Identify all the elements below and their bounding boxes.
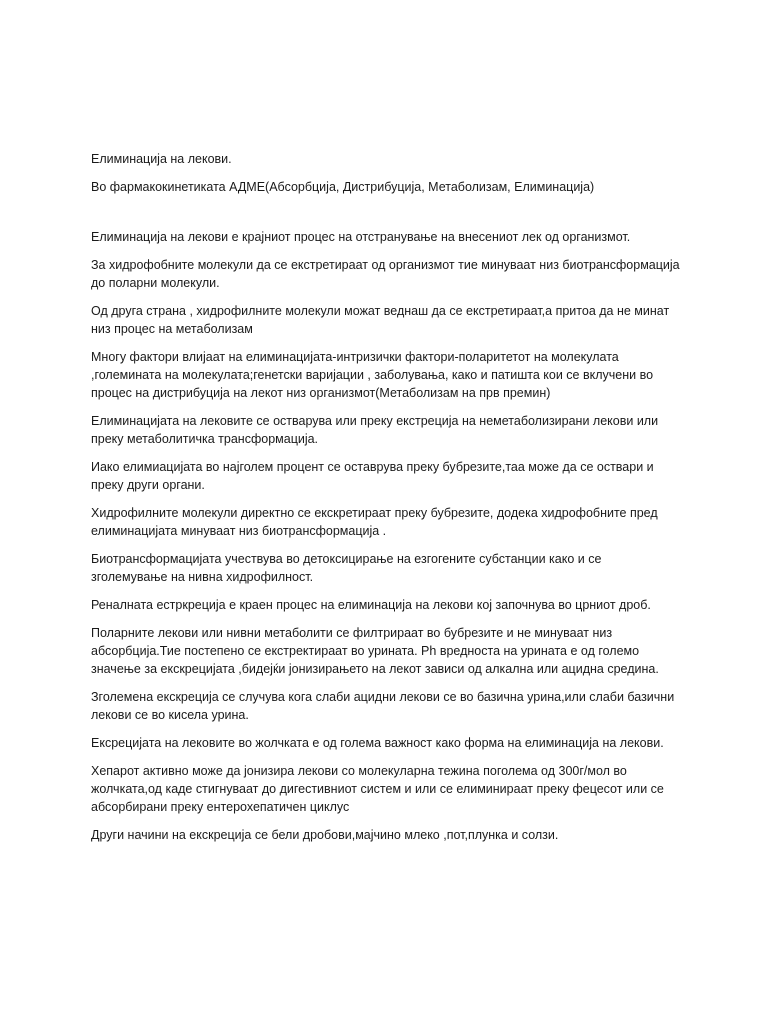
paragraph: Елиминација на лекови е крајниот процес на отстранување на внесениот лек од организмот.	[91, 230, 631, 244]
paragraph: Елиминацијата на лековите се остварува или преку екстреција на неметаболизирани лекови или преку метаболитичка трансформација.	[91, 414, 659, 446]
paragraph: Иако елимиацијата во најголем процент се оставрува преку бубрезите,таа може да се оствари и преку други органи.	[91, 460, 654, 492]
paragraph-adme: Во фармакокинетиката АДМЕ(Абсорбција, Дистрибуција, Метаболизам, Елиминација)	[91, 180, 595, 194]
paragraph: Други начини на екскреција се бели дробови,мајчино млеко ,пот,плунка и солзи.	[91, 828, 559, 842]
document-title: Елиминација на лекови.	[91, 152, 232, 166]
paragraph: Од друга страна , хидрофилните молекули можат веднаш да се екстретираат,а притоа да не минат низ процес на метаболизам	[91, 304, 670, 336]
paragraph: Многу фактори влијаат на елиминацијата-интризички фактори-поларитетот на молекулата ,големината на молекулата;генетски варијации , заболувања, како и патишта кои се вклучени во процес на дистрибуција на лекот низ организмот(Метаболизам на прв премин)	[91, 350, 654, 400]
paragraph: Реналната естркреција е краен процес на елиминација на лекови кој започнува во црниот дроб.	[91, 598, 651, 612]
document-body	[91, 150, 681, 854]
paragraph: Биотрансформацијата учествува во детоксицирање на езгогените субстанции како и се зголемување на нивна хидрофилност.	[91, 552, 602, 584]
paragraph: За хидрофобните молекули да се екстретираат од организмот тие минуваат низ биотрансформација до поларни молекули.	[91, 258, 680, 290]
paragraph: Хидрофилните молекули директно се екскретираат преку бубрезите, додека хидрофобните пред елиминацијата минуваат низ биотрансформација .	[91, 506, 658, 538]
paragraph: Хепарот активно може да јонизира лекови со молекуларна тежина поголема од 300г/мол во жолчката,од каде стигнуваат до дигестивниот систем и или се елиминираат преку фецесот или се абсорбирани преку ентерохепатичен циклус	[91, 764, 664, 814]
paragraph: Зголемена екскреција се случува кога слаби ацидни лекови се во базична урина,или слаби базични лекови се во кисела урина.	[91, 690, 675, 722]
paragraph: Ексрецијата на лековите во жолчката е од голема важност како форма на елиминација на лекови.	[91, 736, 664, 750]
paragraph: Поларните лекови или нивни метаболити се филтрираат во бубрезите и не минуваат низ абсорбција.Тие постепено се екстректираат во урината. Ph вредноста на урината е од големо значење за екскрецијата ,бидејќи јонизирањето на лекот зависи од алкална или ацидна средина.	[91, 626, 659, 676]
